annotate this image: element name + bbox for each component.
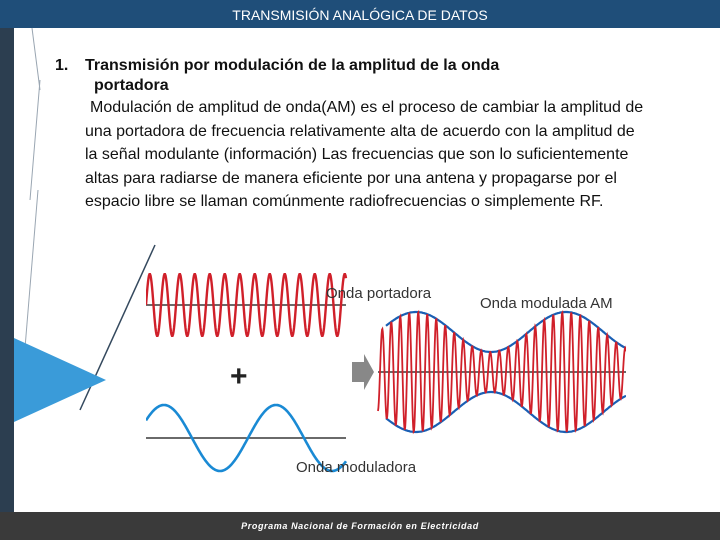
decor-line-4 (80, 245, 155, 410)
left-decor-strip (0, 28, 14, 512)
label-modulating: Onda moduladora (296, 459, 417, 476)
slide-title-bar (0, 0, 720, 28)
label-modulated: Onda modulada AM (480, 295, 613, 312)
paragraph-line: Modulación de amplitud de onda(AM) es el proceso de cambiar la amplitud de (90, 99, 644, 116)
slide-title: TRANSMISIÓN ANALÓGICA DE DATOS (232, 7, 488, 23)
am-modulation-diagram (146, 268, 626, 478)
paragraph-line: la señal modulante (información) Las frecuencias que son lo suficientemente (85, 146, 629, 163)
section-paragraph (55, 96, 715, 214)
decor-line-3 (24, 190, 38, 360)
plus-sign: + (230, 360, 248, 393)
section-heading-line2: portadora (94, 77, 169, 94)
paragraph-line: altas para radiarse de manera eficiente por una antena y propagarse por el (85, 169, 617, 187)
left-arrow-tab-icon (14, 338, 106, 422)
section-number: 1. (55, 57, 69, 74)
paragraph-line: una portadora de frecuencia relativamente alta de acuerdo con la amplitud de (85, 122, 635, 140)
footer-text: Programa Nacional de Formación en Electricidad (241, 521, 479, 531)
label-carrier: Onda portadora (326, 285, 432, 302)
decor-line-1 (32, 28, 40, 90)
paragraph-line: espacio libre se llaman comúnmente radiofrecuencias o simplemente RF. (85, 193, 604, 210)
footer-bar (0, 512, 720, 540)
section-content (55, 56, 715, 214)
decor-line-2 (30, 80, 40, 200)
section-heading-line1: Transmisión por modulación de la amplitud de la onda (85, 57, 500, 74)
right-arrow-icon (352, 354, 374, 390)
am-modulation-figure (146, 268, 626, 478)
section-heading (55, 56, 715, 76)
